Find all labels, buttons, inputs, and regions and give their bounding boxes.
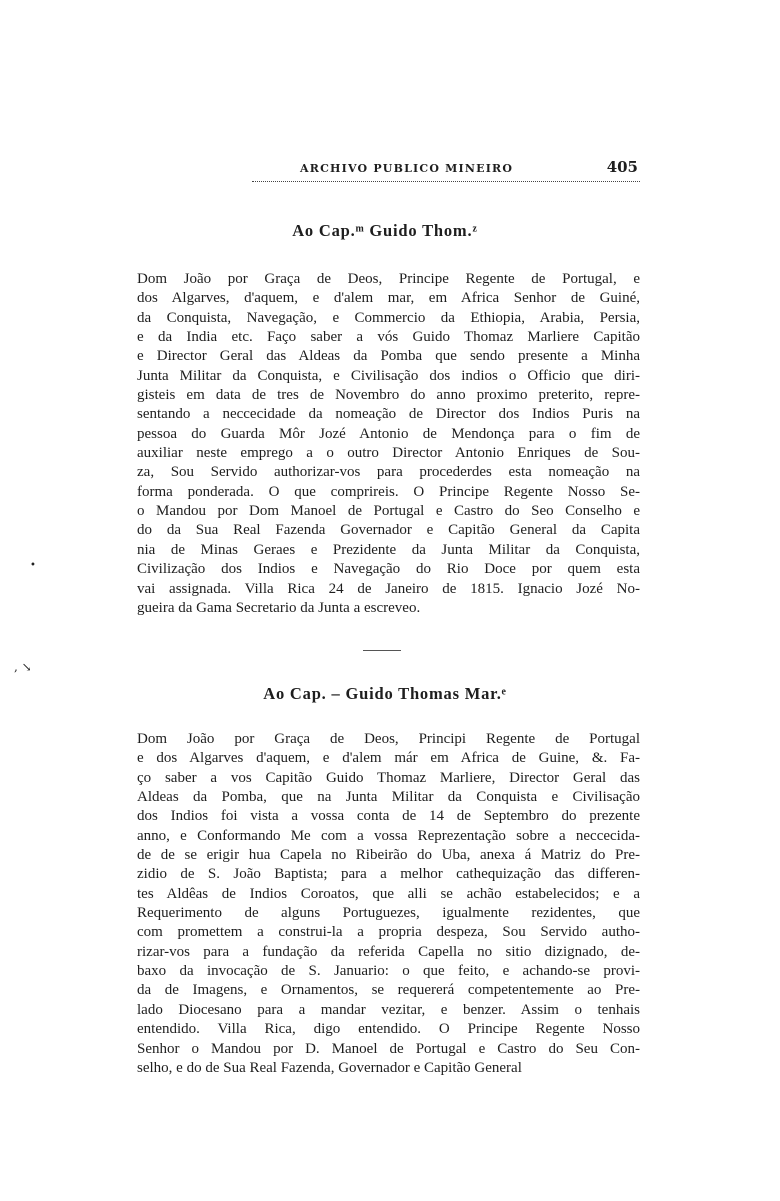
text-line: Dom João por Graça de Deos, Principi Regente de Portugal	[137, 731, 640, 747]
text-line: dos Algarves, d'aquem, e d'alem mar, em Africa Senhor de Guiné,	[137, 290, 640, 307]
text-line: anno, e Conformando Me com a vossa Reprezentação sobre a neccecida-	[137, 827, 640, 844]
text-line: gisteis em data de tres de Novembro do anno proximo preterito, repre-	[137, 387, 640, 404]
text-line: gueira da Gama Secretario da Junta a escreveo.	[137, 599, 421, 616]
text-line: pessoa do Guarda Môr Jozé Antonio de Mendonça para o fim de	[137, 425, 640, 442]
text-line: Senhor o Mandou por D. Manoel de Portugal e Castro do Seu Con-	[137, 1040, 640, 1057]
text-line: baxo da invocação de S. Januario: o que feito, e achando-se provi-	[137, 963, 640, 980]
text-line: e Director Geral das Aldeas da Pomba que sendo presente a Minha	[137, 348, 640, 365]
letter-heading-2: Ao Cap. – Guido Thomas Mar.ᵉ	[263, 684, 507, 703]
text-line: entendido. Villa Rica, digo entendido. O Principe Regente Nosso	[137, 1021, 640, 1038]
letter-heading-1: Ao Cap.ᵐ Guido Thom.ᶻ	[292, 221, 478, 240]
text-line: forma ponderada. O que comprireis. O Principe Regente Nosso Se-	[137, 483, 640, 500]
text-line: Dom João por Graça de Deos, Principe Regente de Portugal, e	[137, 271, 640, 287]
running-title: ARCHIVO PUBLICO MINEIRO	[300, 162, 514, 175]
text-line: Aldeas da Pomba, que na Junta Militar da Conquista e Civilisação	[137, 789, 640, 806]
text-line: auxiliar neste emprego a o outro Director Antonio Enriques de Sou-	[137, 445, 640, 462]
text-line: selho, e do de Sua Real Fazenda, Governador e Capitão General	[137, 1059, 522, 1076]
page-number: 405	[606, 158, 638, 176]
text-line: rizar-vos para a fundação da referida Capella no sitio dizignado, de-	[137, 943, 640, 960]
section-divider	[363, 650, 401, 651]
margin-speck: •	[30, 560, 36, 571]
margin-speck: , ↘	[14, 660, 32, 674]
text-line: e da India etc. Faço saber a vós Guido Thomaz Marliere Capitão	[137, 329, 640, 346]
text-line: do da Sua Real Fazenda Governador e Capitão General da Capita	[137, 522, 640, 539]
text-line: dos Indios foi vista a vossa conta de 14 de Septembro do prezente	[137, 808, 640, 825]
text-line: o Mandou por Dom Manoel de Portugal e Castro do Seo Conselho e	[137, 503, 640, 520]
running-head	[252, 158, 638, 180]
text-line: Requerimento de alguns Portuguezes, igualmente rezidentes, que	[137, 905, 640, 922]
letter-body-2	[137, 730, 640, 1078]
header-rule	[252, 181, 640, 182]
text-line: sentando a neccecidade da nomeação de Director dos Indios Puris na	[137, 406, 640, 423]
text-line: e dos Algarves d'aquem, e d'alem már em Africa de Guine, &. Fa-	[137, 750, 640, 767]
text-line: nia de Minas Geraes e Prezidente da Junta Militar da Conquista,	[137, 541, 640, 558]
text-line: da de Imagens, e Ornamentos, se requererá competentemente ao Pre-	[137, 982, 640, 999]
text-line: ço saber a vos Capitão Guido Thomaz Marliere, Director Geral das	[137, 769, 640, 786]
text-line: de de se erigir hua Capela no Ribeirão do Uba, anexa á Matriz do Pre-	[137, 847, 640, 864]
text-line: za, Sou Servido authorizar-vos para procederdes esta nomeação na	[137, 464, 640, 481]
text-line: vai assignada. Villa Rica 24 de Janeiro de 1815. Ignacio Jozé No-	[137, 580, 640, 597]
text-line: da Conquista, Navegação, e Commercio da Ethiopia, Arabia, Persia,	[137, 309, 640, 326]
text-line: tes Aldêas de Indios Coroatos, que alli se achão estabelecidos; e a	[137, 885, 640, 902]
letter-body-1	[137, 270, 640, 618]
text-line: Civilização dos Indios e Navegação do Rio Doce por quem esta	[137, 561, 640, 578]
text-line: com promettem a construi-la a propria despeza, Sou Servido autho-	[137, 924, 640, 941]
text-line: zidio de S. João Baptista; para a melhor cathequização das differen-	[137, 866, 640, 883]
text-line: Junta Militar da Conquista, e Civilisação dos indios o Officio que diri-	[137, 367, 640, 384]
text-line: lado Diocesano para a mandar vezitar, e benzer. Assim o tenhais	[137, 1001, 640, 1018]
